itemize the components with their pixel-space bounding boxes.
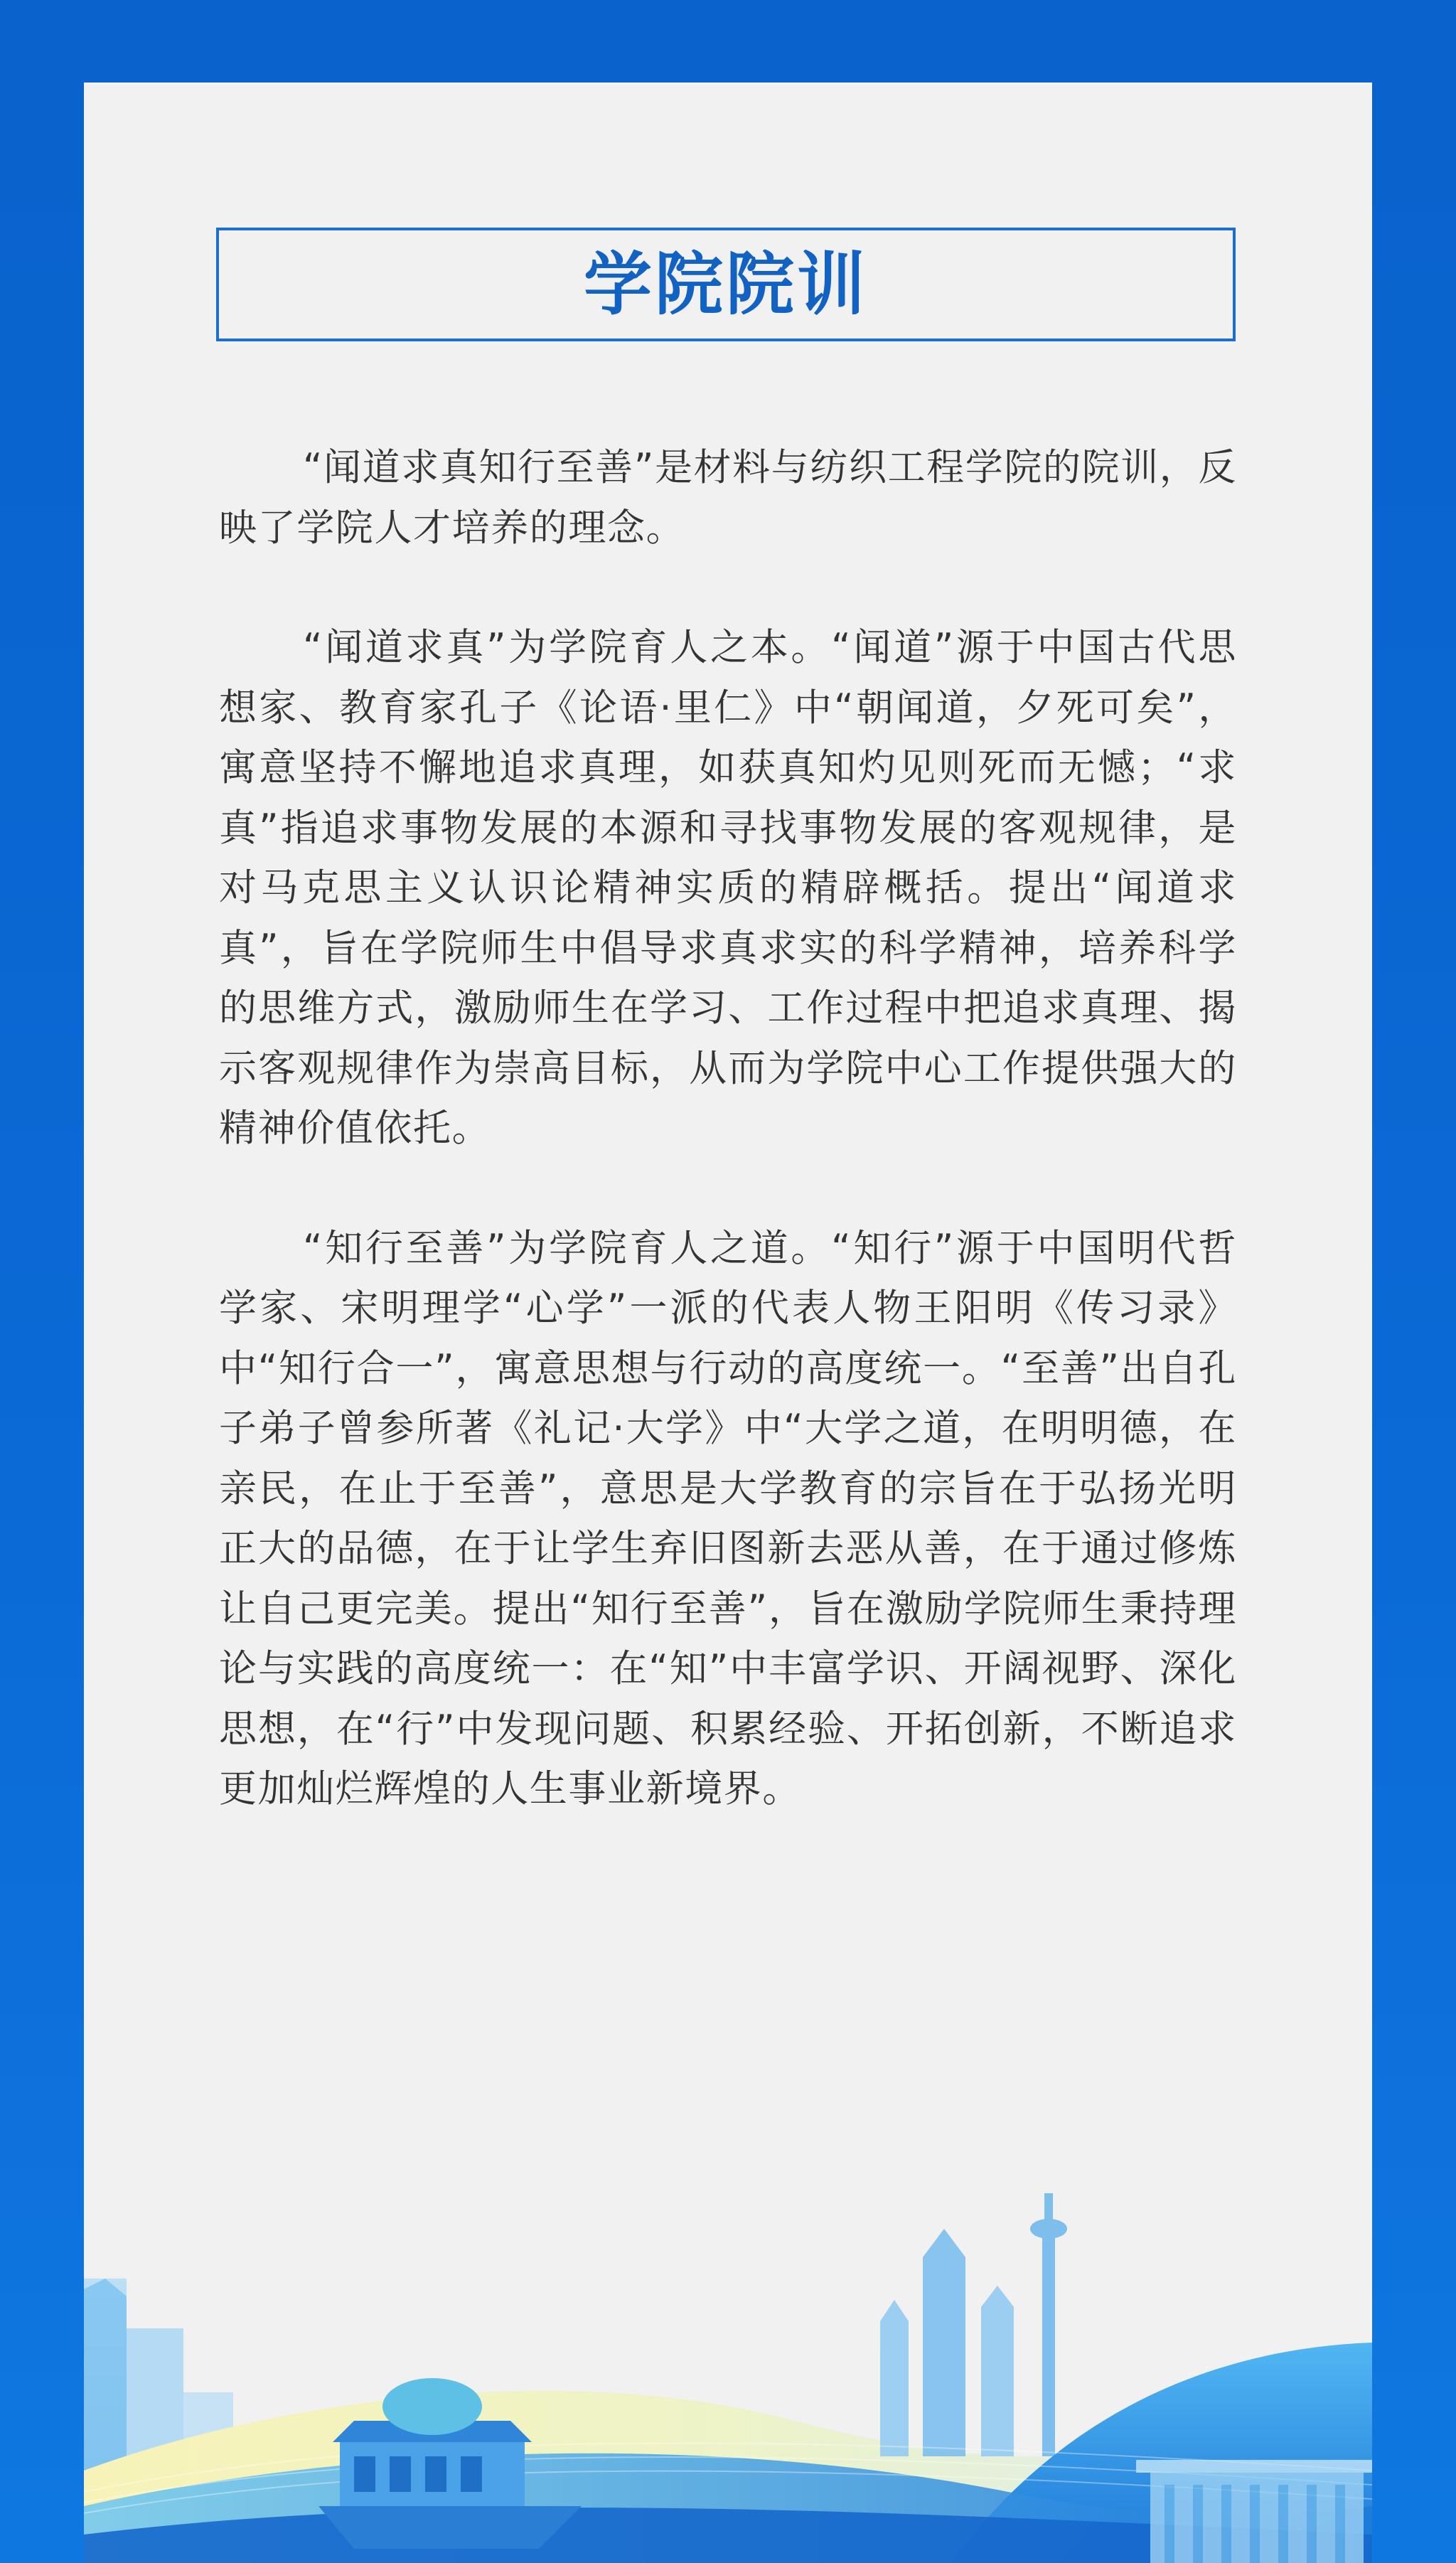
paragraph-zhixing: “知行至善”为学院育人之道。“知行”源于中国明代哲学家、宋明理学“心学”一派的代表人物王阳明《传习录》中“知行合一”，寓意思想与行动的高度统一。“至善”出自孔子弟子曾参所著《礼记·大学》中“大学之道，在明明德，在亲民，在止于至善”，意思是大学教育的宗旨在于弘扬光明正大的品德，在于让学生弃旧图新去恶从善，在于通过修炼让自己更完美。提出“知行至善”，旨在激励学院师生秉持理论与实践的高度统一：在“知”中丰富学识、开阔视野、深化思想，在“行”中发现问题、积累经验、开拓创新，不断追求更加灿烂辉煌的人生事业新境界。: [219, 1226, 1237, 1811]
right-city-icon: [880, 2193, 1067, 2456]
bottom-illustration: [84, 2136, 1372, 2563]
paragraph-wendao: “闻道求真”为学院育人之本。“闻道”源于中国古代思想家、教育家孔子《论语·里仁》中“朝闻道，夕死可矣”，寓意坚持不懈地追求真理，如获真知灼见则死而无憾；“求真”指追求事物发展的本源和寻找事物发展的客观规律，是对马克思主义认识论精神实质的精辟概括。提出“闻道求真”，旨在学院师生中倡导求真求实的科学精神，培养科学的思维方式，激励师生在学习、工作过程中把追求真理、揭示客观规律作为崇高目标，从而为学院中心工作提供强大的精神价值依托。: [219, 626, 1237, 1150]
page-title: 学院院训: [584, 245, 868, 324]
title-box: [216, 228, 1236, 341]
body-text: [219, 438, 1237, 1880]
paragraph-intro: “闻道求真知行至善”是材料与纺织工程学院的院训，反映了学院人才培养的理念。: [219, 446, 1237, 550]
hall-building-icon: [1136, 2460, 1372, 2563]
poster-panel: [84, 82, 1372, 2563]
